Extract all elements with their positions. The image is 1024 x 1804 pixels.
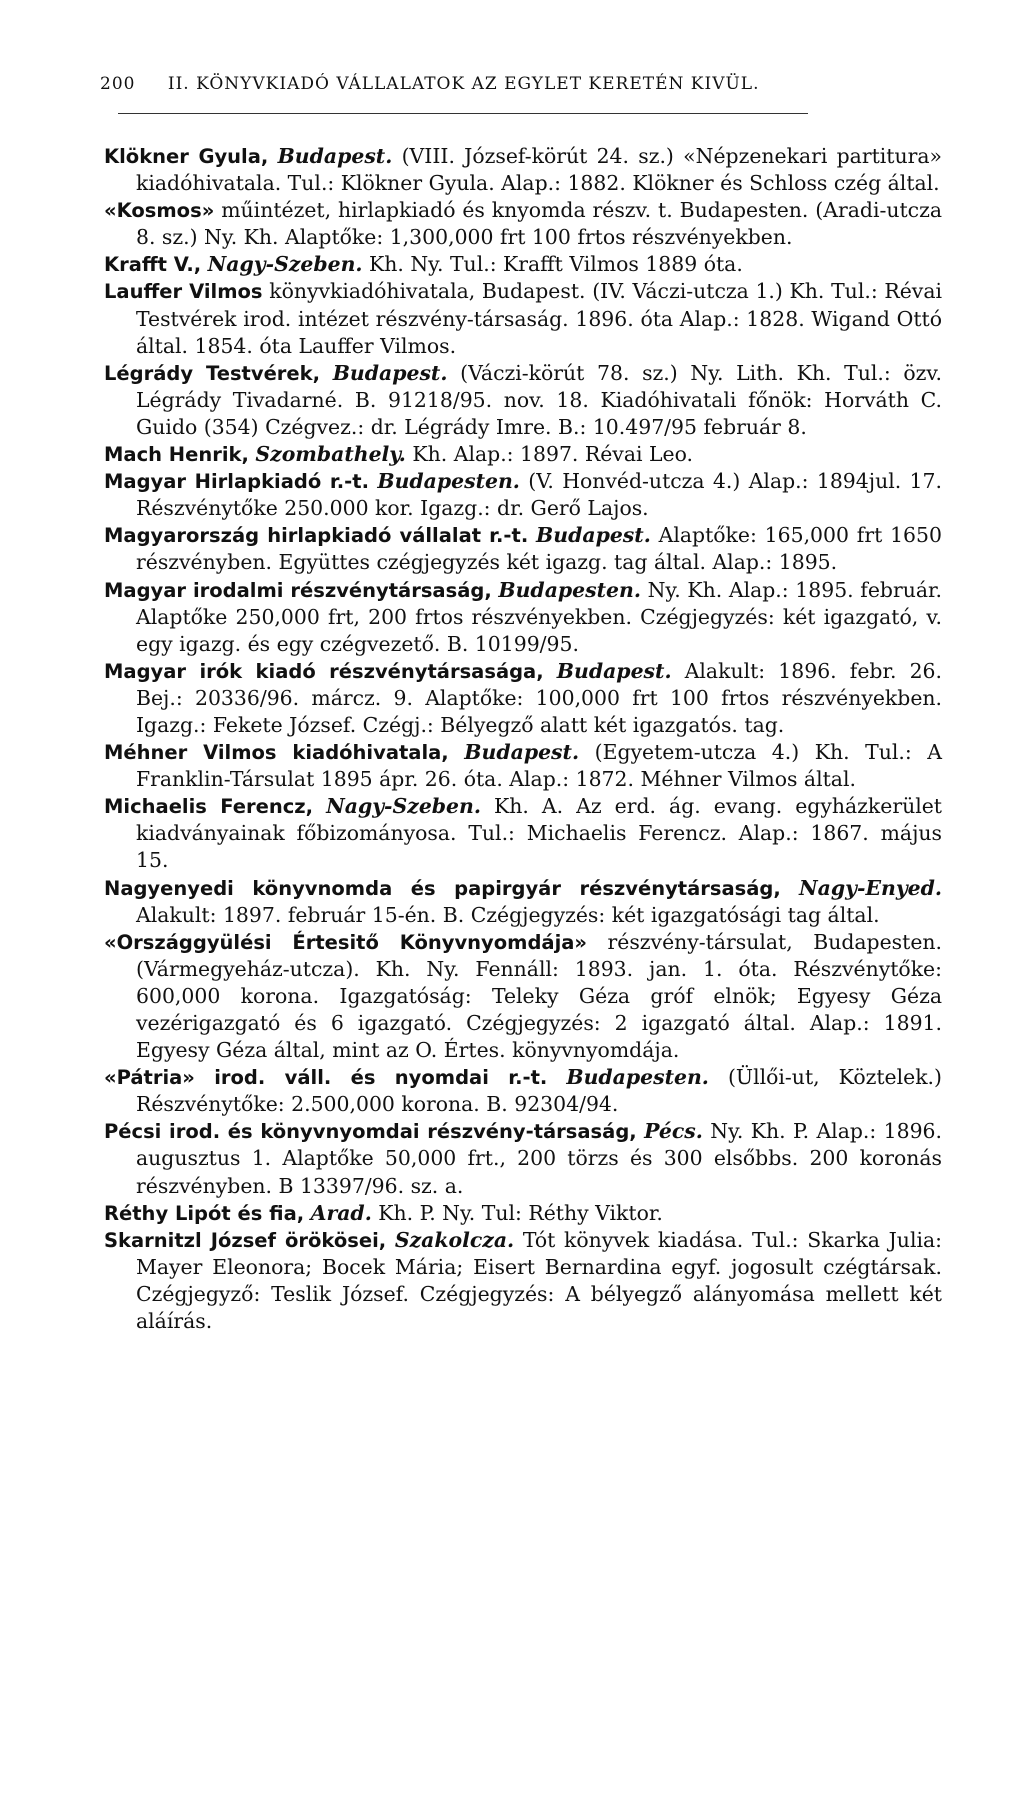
entry-text: könyvkiadóhivatala, Budapest. (IV. Váczi-utcza 1.) Kh. Tul.: Révai Testvérek irod. intézet részvény-társaság. 1896. óta Alap.: 1828. Wigand Ottó által. 1854. óta Lauffer Vilmos. [136, 279, 942, 358]
directory-entry [104, 577, 942, 658]
entry-text: (Üllői-ut, Köztelek.) Részvénytőke: 2.500,000 korona. B. 92304/94. [136, 1065, 942, 1117]
directory-entry [104, 278, 942, 359]
directory-entry [104, 441, 942, 468]
entry-city: Budapesten. [498, 577, 641, 602]
entry-city: Budapesten. [377, 469, 520, 494]
entry-text: (VIII. József-körút 24. sz.) «Népzenekari partitura» kiadóhivatala. Tul.: Klökner Gyula. Alap.: 1882. Klökner és Schloss czég által. [136, 144, 943, 196]
entry-name: Skarnitzl József örökösei, [104, 1228, 387, 1252]
directory-entry [104, 143, 942, 197]
entry-text: Alakult: 1897. február 15-én. B. Czégjegyzés: két igazgatósági tag által. [136, 902, 880, 927]
directory-entry [104, 251, 942, 278]
directory-entry [104, 360, 942, 441]
entry-text: műintézet, hirlapkiadó és knyomda részv. t. Budapesten. (Aradi-utcza 8. sz.) Ny. Kh. Alaptőke: 1,300,000 frt 100 frtos részvényekben. [136, 198, 942, 250]
entry-text: Kh. Ny. Tul.: Krafft Vilmos 1889 óta. [369, 252, 743, 277]
entry-city: Szombathely. [255, 442, 406, 467]
entry-name: Michaelis Ferencz, [104, 795, 314, 819]
entry-name: Krafft V., [104, 253, 202, 277]
page-number: 200 [100, 74, 136, 94]
entry-name: Magyar irók kiadó részvénytársasága, [104, 659, 544, 683]
entry-text: Kh. P. Ny. Tul: Réthy Viktor. [378, 1200, 663, 1225]
running-head [100, 74, 920, 94]
entry-city: Budapest. [464, 740, 580, 765]
entry-name: Klökner Gyula, [104, 145, 269, 168]
entry-city: Budapest. [536, 523, 651, 548]
entry-city: Nagy-Enyed. [799, 875, 943, 900]
directory-entry [104, 929, 942, 1064]
header-rule [118, 113, 808, 114]
directory-entry [104, 658, 942, 739]
entry-name: «Kosmos» [104, 199, 215, 223]
entry-name: Mach Henrik, [104, 443, 249, 467]
directory-entry [104, 1064, 942, 1118]
directory-entry [104, 468, 942, 522]
entry-name: Légrády Testvérek, [104, 361, 321, 385]
entry-text: részvény-társulat, Budapesten. (Vármegyeház-utcza). Kh. Ny. Fennáll: 1893. jan. 1. óta. Részvénytőke: 600,000 korona. Igazgatóság: Teleky Géza gróf elnök; Egyesy Géza vezérigazgató és 6 igazgató. Czégjegyzés: 2 igazgató által. Alap.: 1891. Egyesy Géza által, mint az O. Értes. könyvnyomdája. [136, 929, 943, 1063]
entry-name: Pécsi irod. és könyvnyomdai részvény-társaság, [104, 1120, 637, 1144]
entry-city: Budapest. [556, 658, 672, 683]
directory-entry [104, 739, 942, 793]
directory-entry [104, 522, 942, 576]
entry-text: (V. Honvéd-utcza 4.) Alap.: 1894jul. 17. Részvénytőke 250.000 kor. Igazg.: dr. Gerő Lajos. [136, 469, 942, 521]
entry-city: Arad. [310, 1200, 372, 1225]
entry-city: Budapest. [277, 144, 393, 168]
entry-city: Pécs. [644, 1119, 703, 1144]
entry-text: (Váczi-körút 78. sz.) Ny. Lith. Kh. Tul.: özv. Légrády Tivadarné. B. 91218/95. nov. 18. Kiadóhivatali főnök: Horváth C. Guido (354) Czégvez.: dr. Légrády Imre. B.: 10.497/95 február 8. [136, 360, 943, 439]
entry-name: Nagyenyedi könyvnomda és papirgyár részvénytársaság, [104, 876, 781, 900]
entry-text: Alaptőke: 165,000 frt 1650 részvényben. Együttes czégjegyzés két igazg. tag által. Alap.: 1895. [136, 523, 942, 575]
entry-text: Tót könyvek kiadása. Tul.: Skarka Julia: Mayer Eleonora; Bocek Mária; Eisert Bernardina egyf. jogosult czégtársak. Czégjegyző: Teslik József. Czégjegyzés: A bélyegző alányomása mellett két aláírás. [136, 1227, 943, 1334]
entry-name: Lauffer Vilmos [104, 280, 263, 304]
entry-city: Nagy-Szeben. [207, 252, 363, 277]
entry-text: Kh. A. Az erd. ág. evang. egyházkerület kiadványainak főbizományosa. Tul.: Michaelis Ferencz. Alap.: 1867. május 15. [136, 794, 942, 873]
entry-name: Réthy Lipót és fia, [104, 1201, 305, 1225]
directory-entry [104, 1200, 942, 1227]
entry-name: Magyar irodalmi részvénytársaság, [104, 578, 492, 602]
directory-entry [104, 197, 942, 251]
entry-text: Alakult: 1896. febr. 26. Bej.: 20336/96. márcz. 9. Alaptőke: 100,000 frt 100 frtos részvényekben. Igazg.: Fekete József. Czégj.: Bélyegző alatt két igazgatós. tag. [136, 658, 943, 737]
entry-name: «Országgyülési Értesitő Könyvnyomdája» [104, 930, 588, 954]
entry-list [104, 143, 942, 1335]
entry-text: Kh. Alap.: 1897. Révai Leo. [412, 442, 693, 467]
entry-city: Budapest. [332, 360, 448, 385]
entry-city: Budapesten. [566, 1065, 709, 1090]
directory-entry [104, 1227, 942, 1335]
entry-city: Szakolcza. [394, 1227, 515, 1252]
entry-text: Ny. Kh. P. Alap.: 1896. augusztus 1. Alaptőke 50,000 frt., 200 törzs és 300 elsőbbs. 200 koronás részvényben. B 13397/96. sz. a. [136, 1119, 943, 1198]
entry-name: Magyarország hirlapkiadó vállalat r.-t. [104, 524, 529, 548]
directory-entry [104, 793, 942, 874]
running-title: II. KÖNYVKIADÓ VÁLLALATOK AZ EGYLET KERETÉN KIVÜL. [167, 74, 760, 94]
entry-name: Méhner Vilmos kiadóhivatala, [104, 741, 449, 765]
entry-name: «Pátria» irod. váll. és nyomdai r.-t. [104, 1066, 548, 1090]
directory-entry [104, 875, 942, 929]
entry-text: (Egyetem-utcza 4.) Kh. Tul.: A Franklin-Társulat 1895 ápr. 26. óta. Alap.: 1872. Méhner Vilmos által. [136, 740, 943, 792]
entry-name: Magyar Hirlapkiadó r.-t. [104, 470, 369, 494]
entry-city: Nagy-Szeben. [326, 794, 481, 819]
directory-entry [104, 1118, 942, 1199]
entry-text: Ny. Kh. Alap.: 1895. február. Alaptőke 250,000 frt, 200 frtos részvényekben. Czégjegyzés: két igazgató, v. egy igazg. és egy czégvezető. B. 10199/95. [136, 577, 942, 656]
